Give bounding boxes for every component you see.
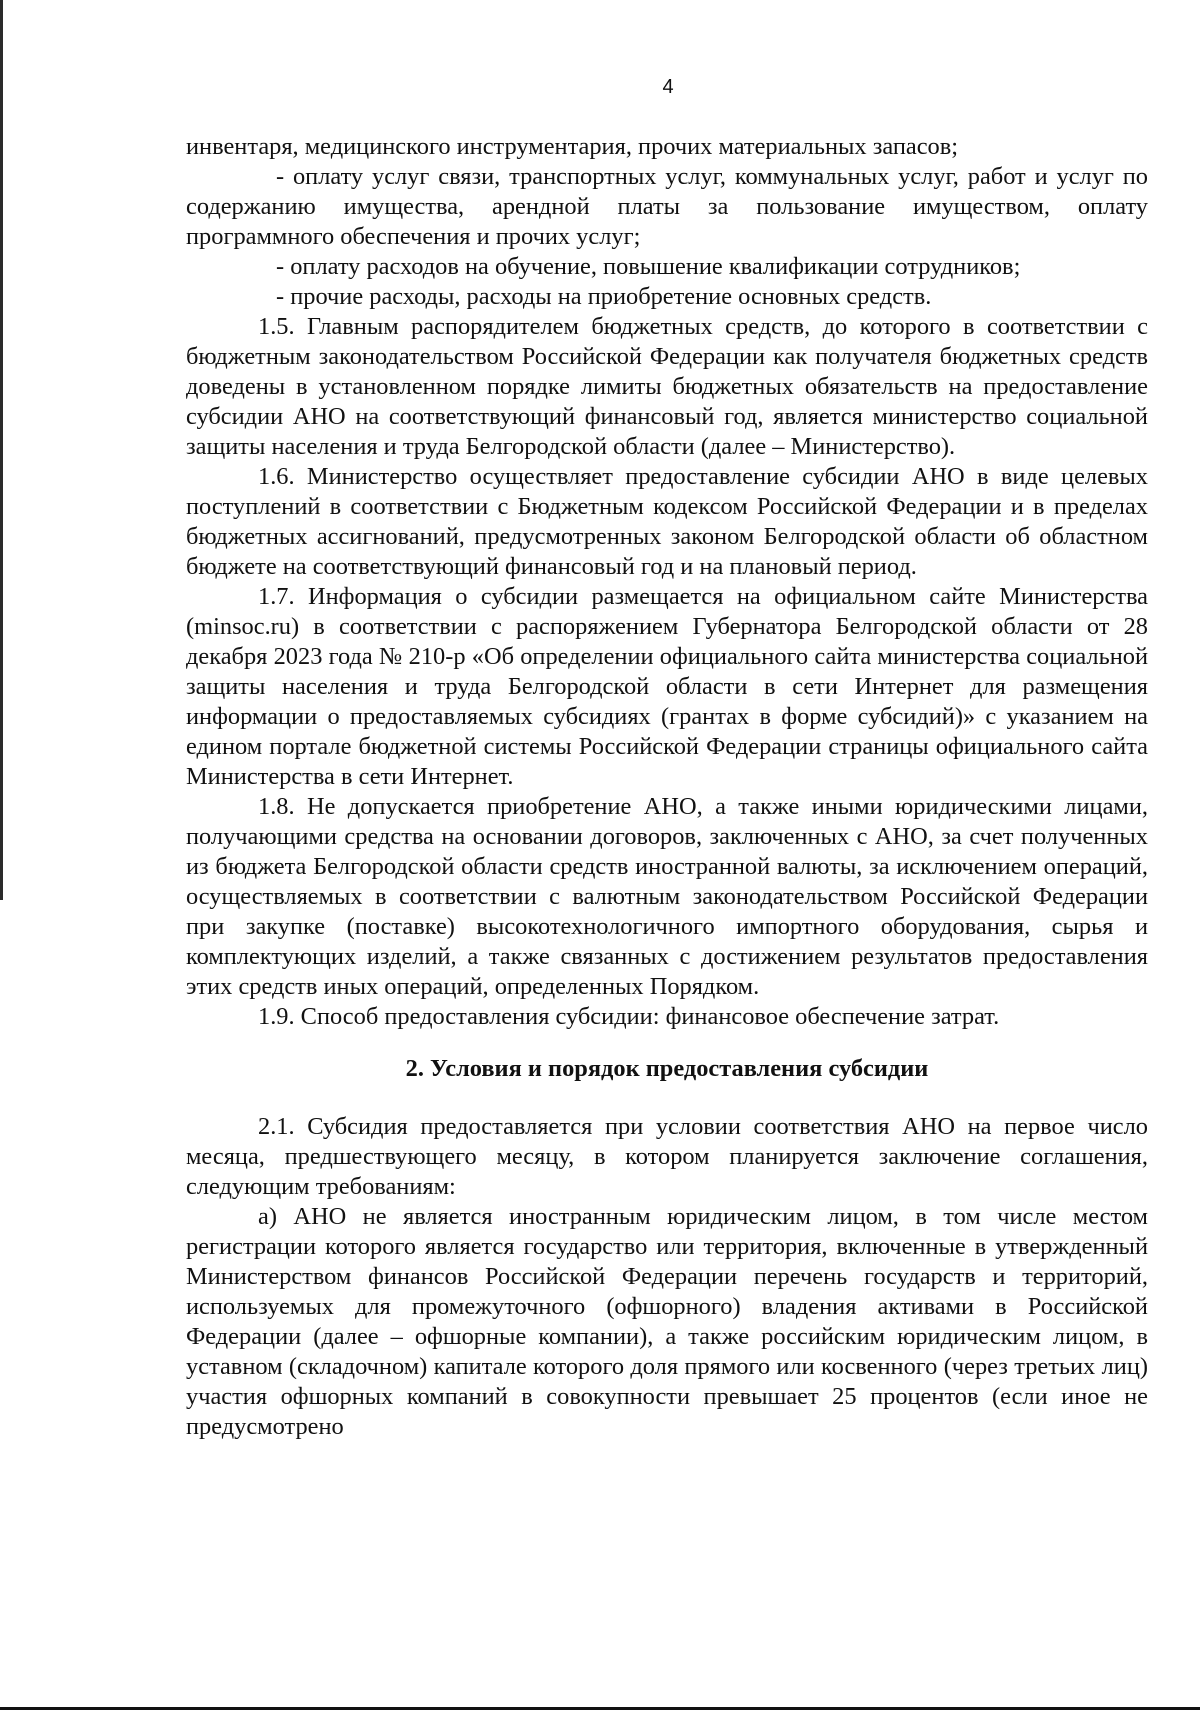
paragraph-1-8: 1.8. Не допускается приобретение АНО, а также иными юридическими лицами, получающими средства на основании договоров, заключенных с АНО, за счет полученных из бюджета Белгородской области средств иностранной валюты, за исключением операций, осуществляемых в соответствии с валютным законодательством Российской Федерации при закупке (поставке) высокотехнологичного импортного оборудования, сырья и комплектующих изделий, а также связанных с достижением результатов предоставления этих средств иных операций, определенных Порядком. — [186, 793, 1148, 1000]
paragraph-1-5: 1.5. Главным распорядителем бюджетных средств, до которого в соответствии с бюджетным законодательством Российской Федерации как получателя бюджетных средств доведены в установленном порядке лимиты бюджетных обязательств на предоставление субсидии АНО на соответствующий финансовый год, является министерство социальной защиты населения и труда Белгородской области (далее – Министерство). — [186, 313, 1148, 460]
paragraph-2-1: 2.1. Субсидия предоставляется при условии соответствия АНО на первое число месяца, предшествующего месяцу, в котором планируется заключение соглашения, следующим требованиям: — [186, 1113, 1148, 1200]
paragraph-1-9: 1.9. Способ предоставления субсидии: финансовое обеспечение затрат. — [258, 1003, 1000, 1030]
list-item: - прочие расходы, расходы на приобретение основных средств. — [276, 283, 932, 310]
list-item: - оплату услуг связи, транспортных услуг, коммунальных услуг, работ и услуг по содержанию имущества, арендной платы за пользование имуществом, оплату программного обеспечения и прочих услуг; — [186, 163, 1148, 250]
paragraph-1-7: 1.7. Информация о субсидии размещается на официальном сайте Министерства (minsoc.ru) в соответствии с распоряжением Губернатора Белгородской области от 28 декабря 2023 года № 210-р «Об определении официального сайта министерства социальной защиты населения и труда Белгородской области в сети Интернет для размещения информации о предоставляемых субсидиях (грантах в форме субсидий)» с указанием на едином портале бюджетной системы Российской Федерации страницы официального сайта Министерства в сети Интернет. — [186, 583, 1148, 790]
list-item: - оплату расходов на обучение, повышение квалификации сотрудников; — [276, 253, 1021, 280]
scan-bottom-edge — [0, 1707, 1200, 1710]
paragraph-1-6: 1.6. Министерство осуществляет предоставление субсидии АНО в виде целевых поступлений в соответствии с Бюджетным кодексом Российской Федерации и в пределах бюджетных ассигнований, предусмотренных законом Белгородской области об областном бюджете на соответствующий финансовый год и на плановый период. — [186, 463, 1148, 580]
scan-left-edge — [0, 0, 3, 900]
document-body — [186, 132, 1148, 1442]
page-number: 4 — [662, 76, 674, 98]
section-heading: 2. Условия и порядок предоставления субсидии — [405, 1055, 929, 1082]
paragraph: инвентаря, медицинского инструментария, прочих материальных запасов; — [186, 133, 959, 160]
paragraph-2-1-a: а) АНО не является иностранным юридическим лицом, в том числе местом регистрации которого является государство или территория, включенные в утвержденный Министерством финансов Российской Федерации перечень государств и территорий, используемых для промежуточного (офшорного) владения активами в Российской Федерации (далее – офшорные компании), а также российским юридическим лицом, в уставном (складочном) капитале которого доля прямого или косвенного (через третьих лиц) участия офшорных компаний в совокупности превышает 25 процентов (если иное не предусмотрено — [186, 1203, 1148, 1440]
